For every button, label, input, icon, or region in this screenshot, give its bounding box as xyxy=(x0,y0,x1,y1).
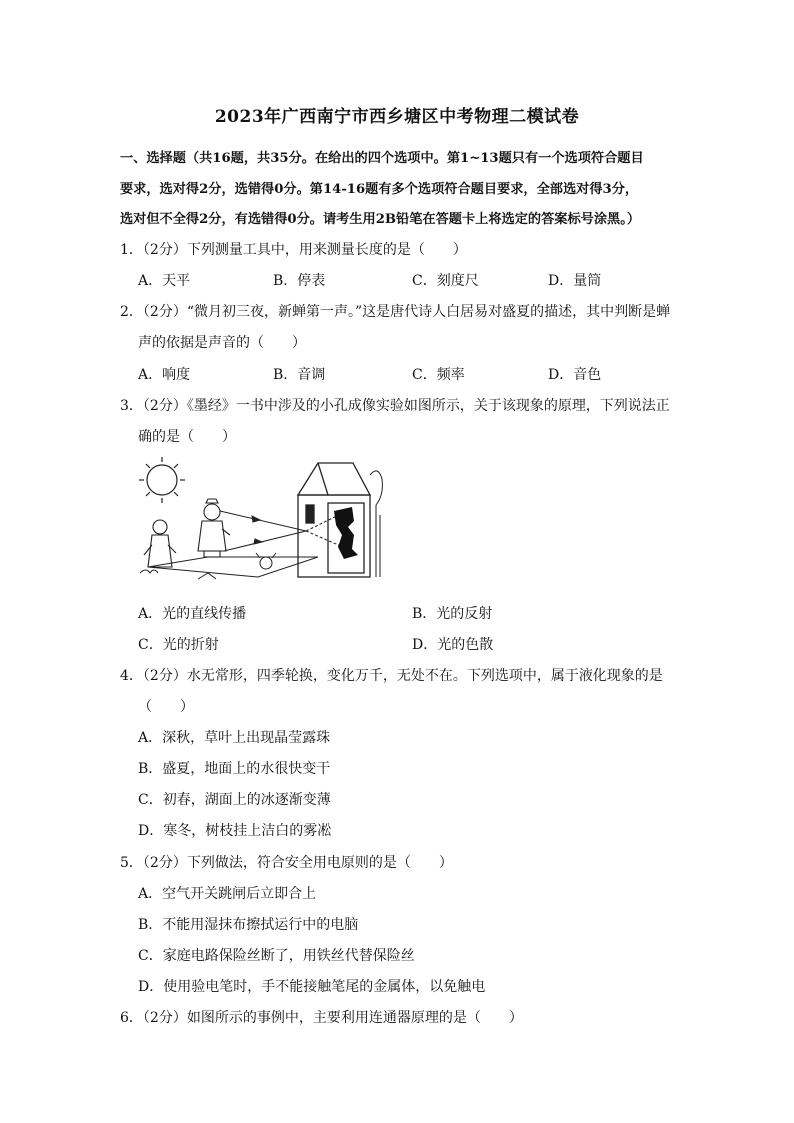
question-2-stem-line-2: 声的依据是声音的（ ） xyxy=(138,335,306,351)
section-instructions-line-2: 要求，选对得2分，选错得0分。第14-16题有多个选项符合题目要求，全部选对得3分， xyxy=(120,182,639,197)
small-figure-icon xyxy=(256,553,276,569)
question-4-option-c[interactable]: C．初春，湖面上的冰逐渐变薄 xyxy=(138,792,331,808)
question-3-stem-line-2: 确的是（ ） xyxy=(138,429,236,445)
question-2-stem-line-1: 2．（2分）“微月初三夜，新蝉第一声。”这是唐代诗人白居易对盛夏的描述，其中判断是蝉 xyxy=(120,304,671,320)
question-6-stem: 6．（2分）如图所示的事例中，主要利用连通器原理的是（ ） xyxy=(120,1010,523,1026)
pinhole-camera-figure xyxy=(138,455,383,585)
tree-icon xyxy=(370,471,382,577)
person-center-icon xyxy=(198,499,230,557)
question-3-stem-line-1: 3．（2分）《墨经》一书中涉及的小孔成像实验如图所示，关于该现象的原理，下列说法正 xyxy=(120,398,670,414)
section-instructions-line-1: 一、选择题（共16题，共35分。在给出的四个选项中。第1~13题只有一个选项符合题目 xyxy=(120,151,644,166)
question-1-option-c[interactable]: C．刻度尺 xyxy=(412,273,479,289)
question-2-option-d[interactable]: D．音色 xyxy=(548,367,602,383)
question-4-option-d[interactable]: D．寒冬，树枝挂上洁白的雾凇 xyxy=(138,823,332,839)
question-3-option-d[interactable]: D．光的色散 xyxy=(412,637,494,653)
question-3-option-b[interactable]: B．光的反射 xyxy=(412,606,493,622)
sun-icon xyxy=(139,457,185,503)
question-2-option-b[interactable]: B．音调 xyxy=(273,367,326,383)
question-3-option-a[interactable]: A．光的直线传播 xyxy=(138,606,247,622)
question-4-stem-line-2: （ ） xyxy=(138,699,194,715)
question-1-option-d[interactable]: D．量筒 xyxy=(548,273,602,289)
question-1-stem: 1．（2分）下列测量工具中，用来测量长度的是（ ） xyxy=(120,242,467,258)
person-left-icon xyxy=(144,520,176,567)
ground xyxy=(140,557,318,579)
question-5-option-a[interactable]: A．空气开关跳闸后立即合上 xyxy=(138,886,317,902)
question-5-option-b[interactable]: B．不能用湿抹布擦拭运行中的电脑 xyxy=(138,917,359,933)
question-5-option-c[interactable]: C．家庭电路保险丝断了，用铁丝代替保险丝 xyxy=(138,948,415,964)
question-1-option-a[interactable]: A．天平 xyxy=(138,273,191,289)
question-2-option-c[interactable]: C．频率 xyxy=(412,367,465,383)
question-3-option-c[interactable]: C．光的折射 xyxy=(138,637,219,653)
page-title: 2023年广西南宁市西乡塘区中考物理二模试卷 xyxy=(214,107,580,127)
question-5-stem: 5．（2分）下列做法，符合安全用电原则的是（ ） xyxy=(120,855,453,871)
inverted-image xyxy=(334,507,358,559)
question-5-option-d[interactable]: D．使用验电笔时，手不能接触笔尾的金属体，以免触电 xyxy=(138,979,486,995)
question-1-option-b[interactable]: B．停表 xyxy=(273,273,326,289)
light-rays xyxy=(220,511,343,551)
section-instructions-line-3: 选对但不全得2分，有选错得0分。请考生用2B铅笔在答题卡上将选定的答案标号涂黑。） xyxy=(120,212,641,227)
question-4-option-a[interactable]: A．深秋，草叶上出现晶莹露珠 xyxy=(138,730,331,746)
question-4-option-b[interactable]: B．盛夏，地面上的水很快变干 xyxy=(138,761,331,777)
question-2-option-a[interactable]: A．响度 xyxy=(138,367,191,383)
question-4-stem-line-1: 4．（2分）水无常形，四季轮换，变化万千，无处不在。下列选项中，属于液化现象的是 xyxy=(120,668,663,684)
